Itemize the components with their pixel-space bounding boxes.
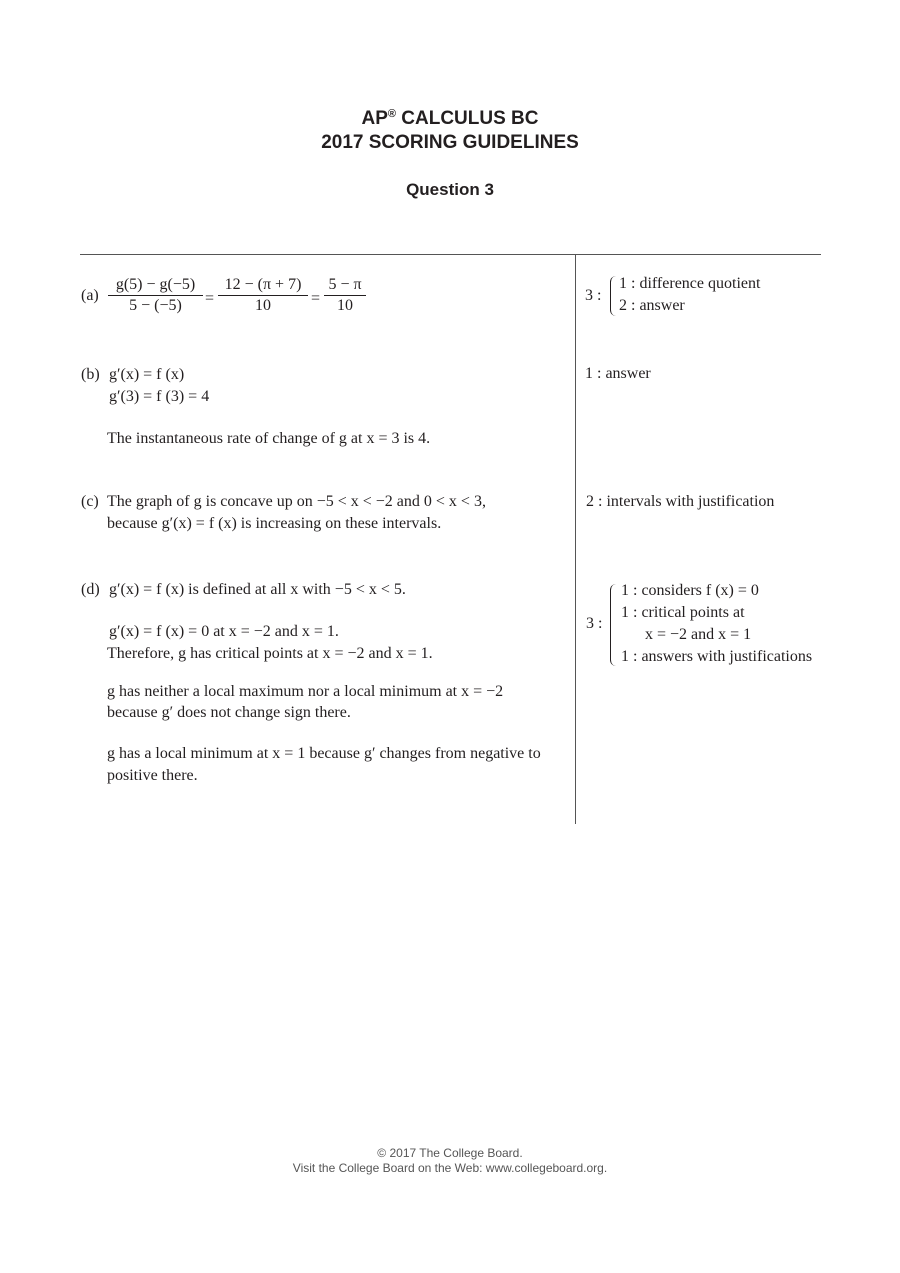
part-a-label: (a) — [81, 287, 99, 304]
part-a-fraction-1: $\frac{g(5) - g(-5)}{5 - (-5)}$ — [108, 276, 203, 315]
part-a-fraction-3: $\frac{5 - \pi}{10}$ — [324, 276, 366, 315]
part-d-score: 3 : — [586, 615, 603, 632]
part-c-score: 2 : intervals with justification — [586, 493, 775, 510]
part-a-brace — [610, 276, 617, 316]
part-a-point-2: 2 : answer — [619, 297, 685, 314]
question-heading: Question 3 — [406, 180, 494, 199]
part-b-line-2: g′(3) = f (3) = 4 — [109, 388, 210, 405]
part-b-line-1: g′(x) = f (x) — [109, 366, 185, 383]
part-d-label: (d) — [81, 581, 100, 598]
part-d-point-2-cont: x = −2 and x = 1 — [645, 626, 752, 643]
part-a-score: 3 : — [585, 287, 602, 304]
footer-visit: Visit the College Board on the Web: www.collegeboard.org. — [292, 1161, 608, 1175]
part-d-point-1: 1 : considers f (x) = 0 — [621, 582, 759, 599]
footer-copyright: © 2017 The College Board. — [377, 1146, 523, 1160]
part-b-score: 1 : answer — [585, 365, 651, 382]
part-a-equals-1: = — [205, 290, 215, 307]
part-b-sentence: The instantaneous rate of change of g at x = 3 is 4. — [107, 430, 431, 447]
part-d-point-2: 1 : critical points at — [621, 604, 745, 621]
part-d-line-5: because g′ does not change sign there. — [107, 704, 351, 721]
part-d-line-7: positive there. — [107, 767, 198, 784]
part-a-equals-2: = — [311, 290, 321, 307]
part-a-point-1: 1 : difference quotient — [619, 275, 761, 292]
part-c-line-2: because g′(x) = f (x) is increasing on these intervals. — [107, 515, 442, 532]
part-d-brace — [610, 584, 617, 666]
page-title: AP® CALCULUS BC — [361, 108, 539, 129]
part-d-line-6: g has a local minimum at x = 1 because g′ changes from negative to — [107, 745, 541, 762]
part-d-line-3: Therefore, g has critical points at x = −2 and x = 1. — [107, 645, 433, 662]
part-b-label: (b) — [81, 366, 100, 383]
part-d-line-1: g′(x) = f (x) is defined at all x with −5 < x < 5. — [109, 581, 406, 598]
part-d-line-4: g has neither a local maximum nor a local minimum at x = −2 — [107, 683, 504, 700]
part-a-fraction-2: $\frac{12 - (\pi + 7)}{10}$ — [218, 276, 308, 315]
part-c-label: (c) — [81, 493, 99, 510]
column-divider — [575, 254, 576, 824]
part-d-line-2: g′(x) = f (x) = 0 at x = −2 and x = 1. — [109, 623, 339, 640]
table-top-rule — [80, 254, 821, 255]
part-d-point-3: 1 : answers with justifications — [621, 648, 813, 665]
part-c-line-1: The graph of g is concave up on −5 < x < −2 and 0 < x < 3, — [107, 493, 486, 510]
page-subtitle: 2017 SCORING GUIDELINES — [321, 132, 579, 153]
